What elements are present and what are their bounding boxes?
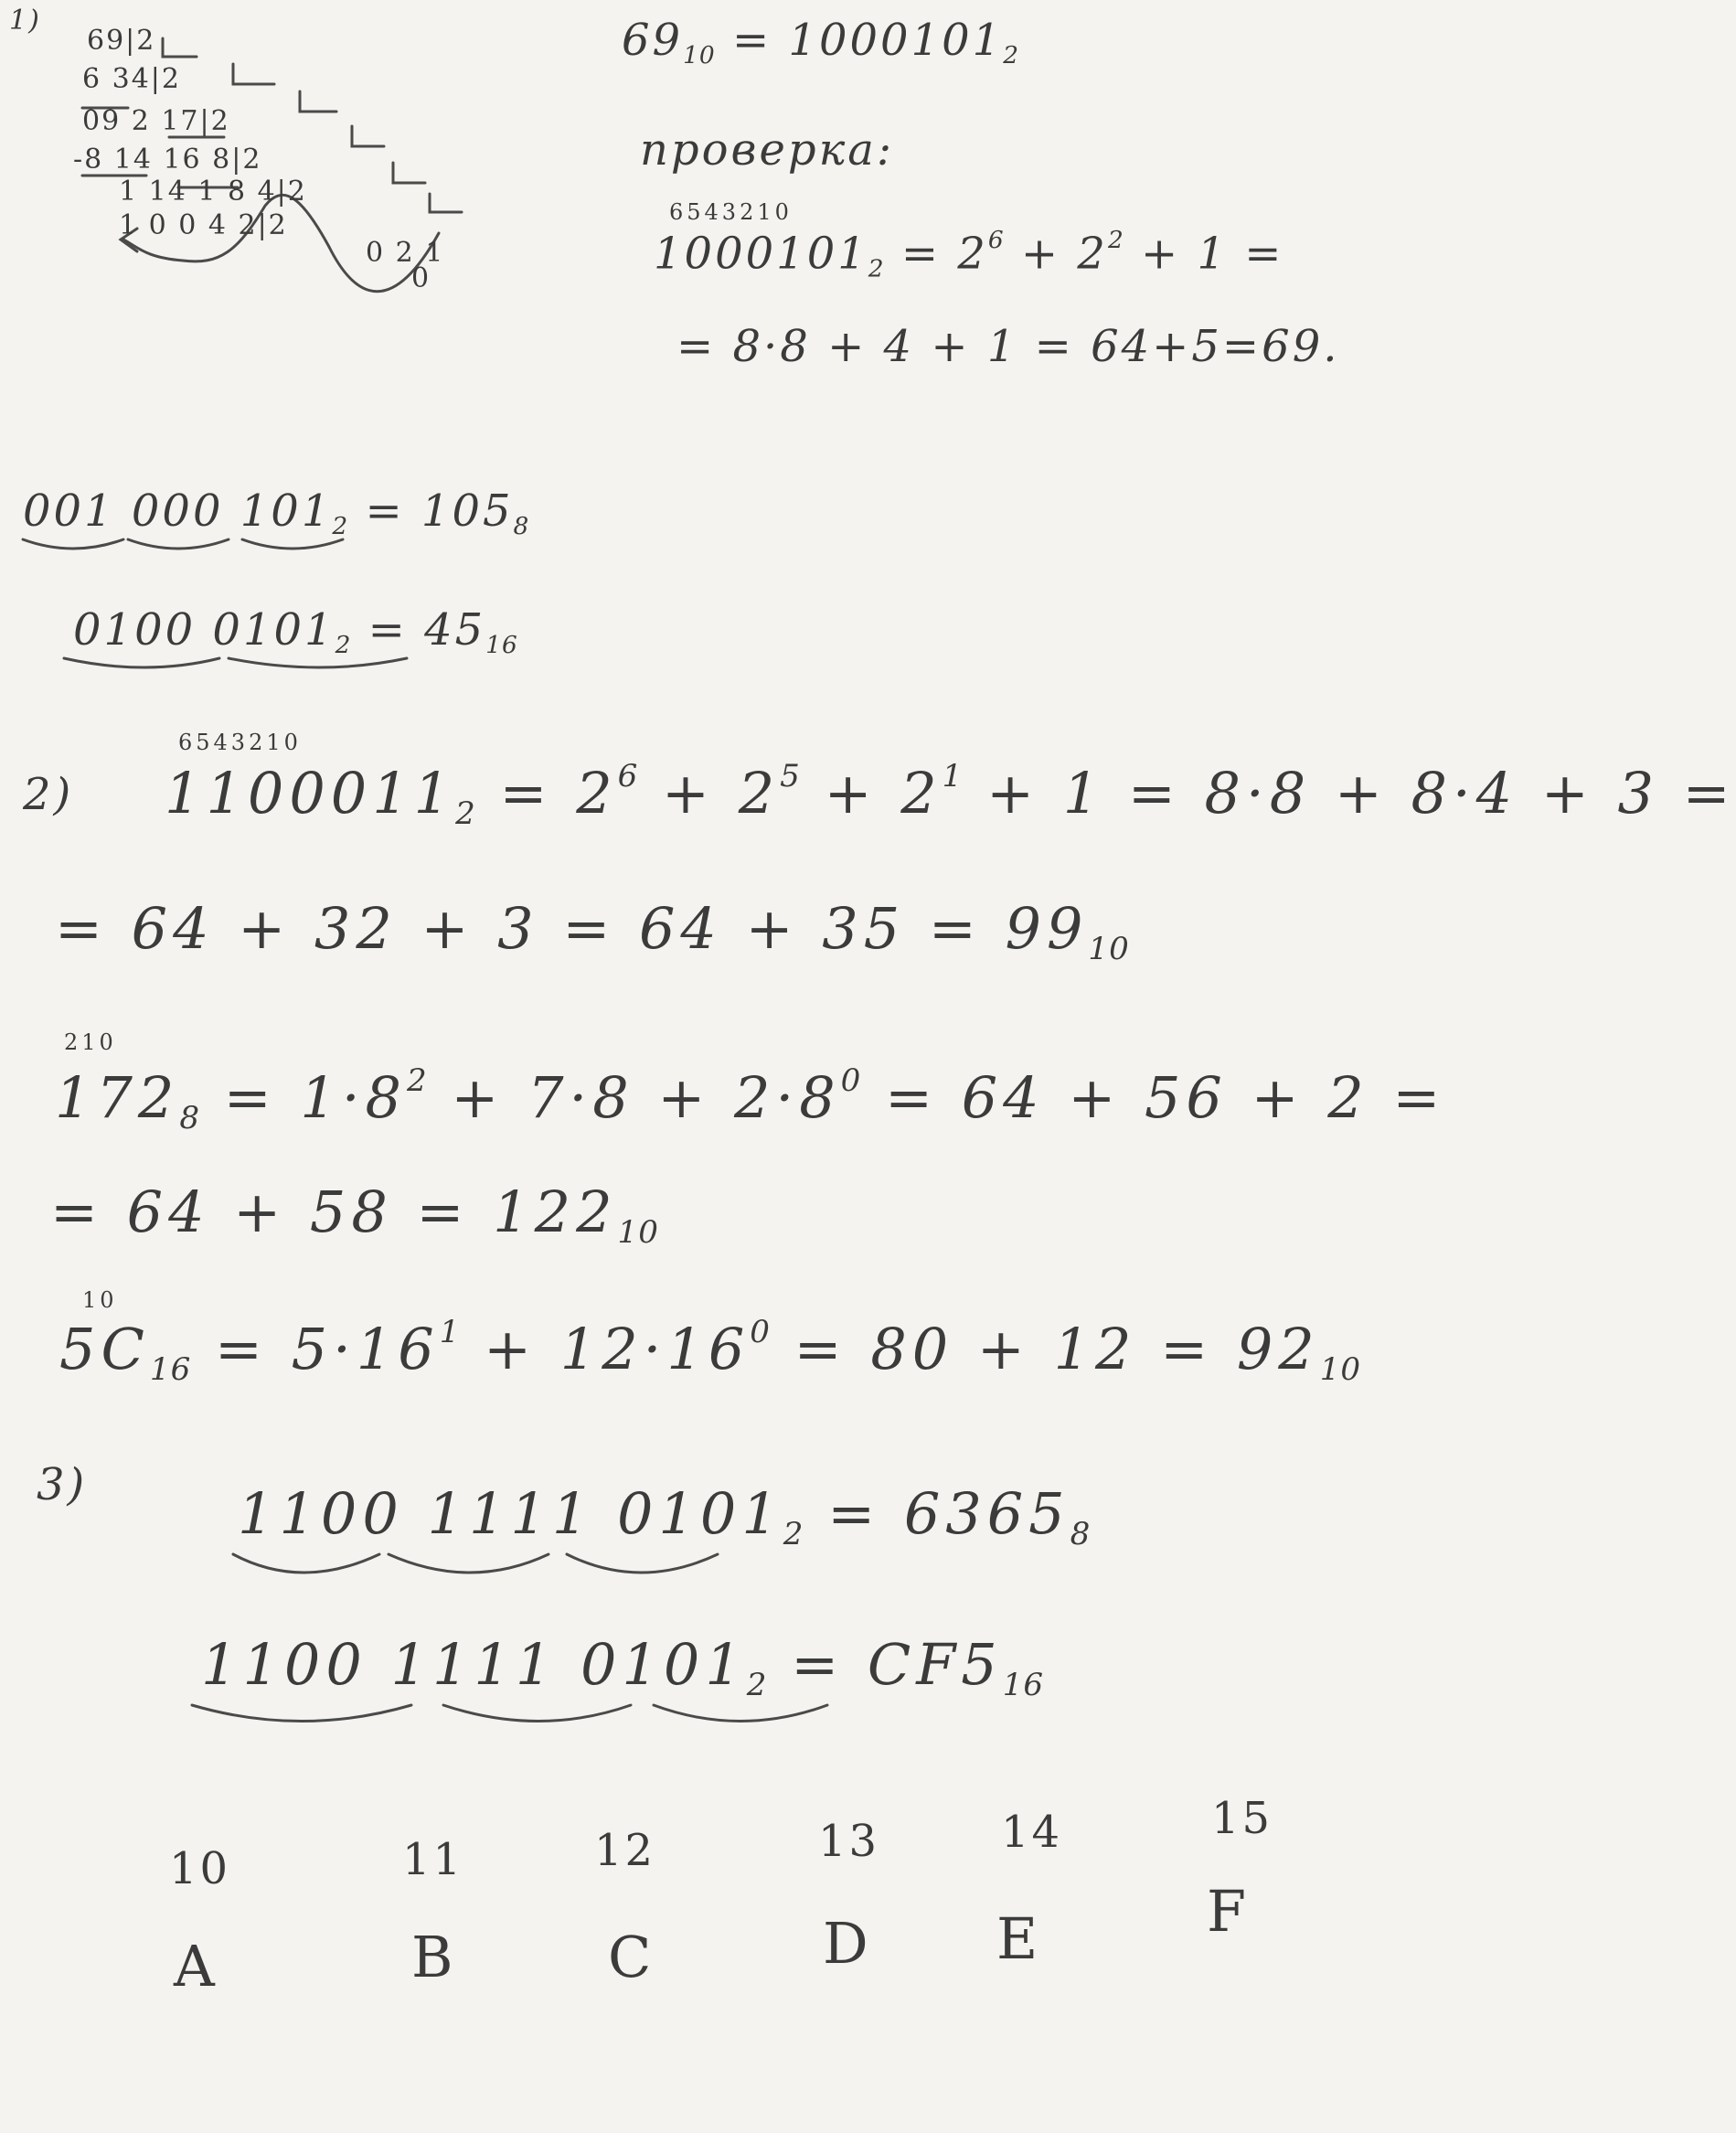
check-label: проверка:: [640, 124, 895, 176]
binary-result: = 1000101: [731, 15, 1004, 66]
binary-groups: 001 000 101: [23, 485, 333, 537]
division-row: 0 2 1: [366, 237, 445, 269]
conversion-line: [59, 1314, 1362, 1388]
group-arc: [242, 539, 343, 549]
exponent: 0: [840, 1062, 862, 1099]
conversion-line: [50, 1178, 659, 1251]
exponent: 2: [407, 1062, 428, 1099]
octal-number: 172: [55, 1063, 180, 1131]
binary-groups: 1100 1111 0101: [238, 1480, 783, 1547]
binary-groups: 0100 0101: [73, 604, 335, 656]
octal-grouping: [238, 1480, 1092, 1552]
division-bracket: [430, 194, 462, 212]
group-arc: [654, 1705, 827, 1722]
division-row: 6 34|2: [82, 63, 181, 95]
base-subscript: 10: [683, 41, 716, 70]
base-subscript: 2: [746, 1666, 768, 1703]
expression: + 1 = 8·8 + 8·4 + 3 =: [986, 759, 1736, 827]
division-bracket: [163, 38, 197, 57]
hex-grouping: [201, 1631, 1045, 1703]
division-bracket: [352, 126, 384, 146]
base-subscript: 8: [513, 512, 530, 541]
table-hex: E: [996, 1905, 1044, 1972]
table-hex: F: [1207, 1878, 1252, 1945]
table-hex: A: [174, 1933, 220, 2000]
expression: + 2: [824, 759, 943, 827]
division-row: 09 2 17|2: [82, 105, 230, 137]
conversion-line: [55, 1062, 1446, 1136]
division-row: 1 0 0 4 2|2: [119, 209, 288, 241]
digit-positions: 6543210: [669, 199, 793, 225]
hex-grouping: [73, 604, 518, 660]
digit-positions: 210: [64, 1029, 117, 1055]
group-arc: [229, 658, 407, 667]
conversion-result: [622, 15, 1019, 70]
base-subscript: 10: [1088, 930, 1130, 967]
division-row: -8 14 16 8|2: [73, 144, 262, 176]
table-dec: 10: [169, 1843, 231, 1894]
base-subscript: 2: [455, 795, 476, 832]
division-row: 1 14 1 8 4|2: [119, 176, 307, 208]
exponent: 1: [439, 1314, 461, 1350]
base-subscript: 2: [868, 254, 885, 283]
conversion-line: [165, 758, 1736, 832]
exponent: 6: [987, 226, 1005, 254]
table-dec: 12: [594, 1825, 656, 1876]
table-hex: C: [608, 1924, 657, 1990]
section-marker: 3): [37, 1459, 88, 1510]
expression: = 2: [499, 759, 618, 827]
decimal-number: 69: [622, 15, 684, 66]
base-subscript: 16: [485, 631, 518, 660]
expression: + 2: [662, 759, 781, 827]
group-arc: [192, 1705, 411, 1722]
expression: + 12·16: [484, 1315, 751, 1382]
table-dec: 15: [1211, 1793, 1273, 1844]
expression: = 64 + 32 + 3 = 64 + 35 = 99: [55, 895, 1089, 962]
division-bracket: [300, 91, 336, 112]
base-subscript: 2: [335, 631, 352, 660]
table-dec: 14: [1001, 1807, 1063, 1858]
conversion-line: [55, 895, 1130, 967]
exponent: 2: [1107, 226, 1124, 254]
check-line: [654, 226, 1284, 283]
division-bracket: [393, 163, 425, 183]
expression: + 7·8 + 2·8: [451, 1063, 841, 1131]
section-marker: 2): [23, 769, 74, 820]
table-dec: 11: [402, 1834, 464, 1885]
expression: + 1 =: [1124, 228, 1284, 280]
group-arc: [443, 1705, 631, 1722]
base-subscript: 8: [1070, 1515, 1092, 1552]
exponent: 6: [617, 758, 639, 795]
division-row: 69|2: [87, 25, 156, 57]
table-dec: 13: [818, 1816, 880, 1867]
base-subscript: 10: [1319, 1350, 1362, 1388]
digit-positions: 6543210: [178, 730, 302, 755]
group-arc: [23, 539, 123, 549]
table-hex: B: [411, 1924, 459, 1990]
hex-number: 5C: [59, 1315, 150, 1382]
division-row: 0: [411, 262, 431, 294]
octal-result: = 6365: [827, 1480, 1070, 1547]
base-subscript: 16: [1002, 1666, 1045, 1703]
group-arc: [128, 539, 229, 549]
octal-grouping: [23, 485, 530, 541]
exponent: 5: [780, 758, 801, 795]
expression: = 64 + 58 = 122: [50, 1178, 618, 1245]
expression: = 1·8: [223, 1063, 408, 1131]
binary-groups: 1100 1111 0101: [201, 1631, 747, 1698]
exponent: 0: [750, 1314, 771, 1350]
expression: = 64 + 56 + 2 =: [885, 1063, 1446, 1131]
check-line-2: = 8·8 + 4 + 1 = 64+5=69.: [676, 321, 1340, 372]
base-subscript: 16: [149, 1350, 192, 1388]
base-subscript: 2: [1003, 41, 1019, 70]
group-arc: [233, 1554, 379, 1573]
octal-result: = 105: [365, 485, 514, 537]
base-subscript: 8: [179, 1099, 201, 1136]
group-arc: [64, 658, 219, 667]
exponent: 1: [942, 758, 964, 795]
hex-result: = 45: [367, 604, 486, 656]
division-bracket: [233, 64, 274, 84]
binary-number: 1100011: [165, 759, 456, 827]
group-arc: [389, 1554, 548, 1573]
binary-number: 1000101: [654, 228, 868, 280]
digit-positions: 10: [82, 1287, 118, 1313]
base-subscript: 2: [332, 512, 349, 541]
expression: + 2: [1004, 228, 1108, 280]
table-hex: D: [823, 1910, 874, 1977]
base-subscript: 10: [617, 1213, 659, 1251]
group-arc: [567, 1554, 718, 1573]
base-subscript: 2: [783, 1515, 804, 1552]
section-marker: 1): [9, 5, 41, 37]
expression: = 2: [900, 228, 988, 280]
expression: = 80 + 12 = 92: [793, 1315, 1320, 1382]
expression: = 5·16: [214, 1315, 440, 1382]
hex-result: = CF5: [791, 1631, 1003, 1698]
